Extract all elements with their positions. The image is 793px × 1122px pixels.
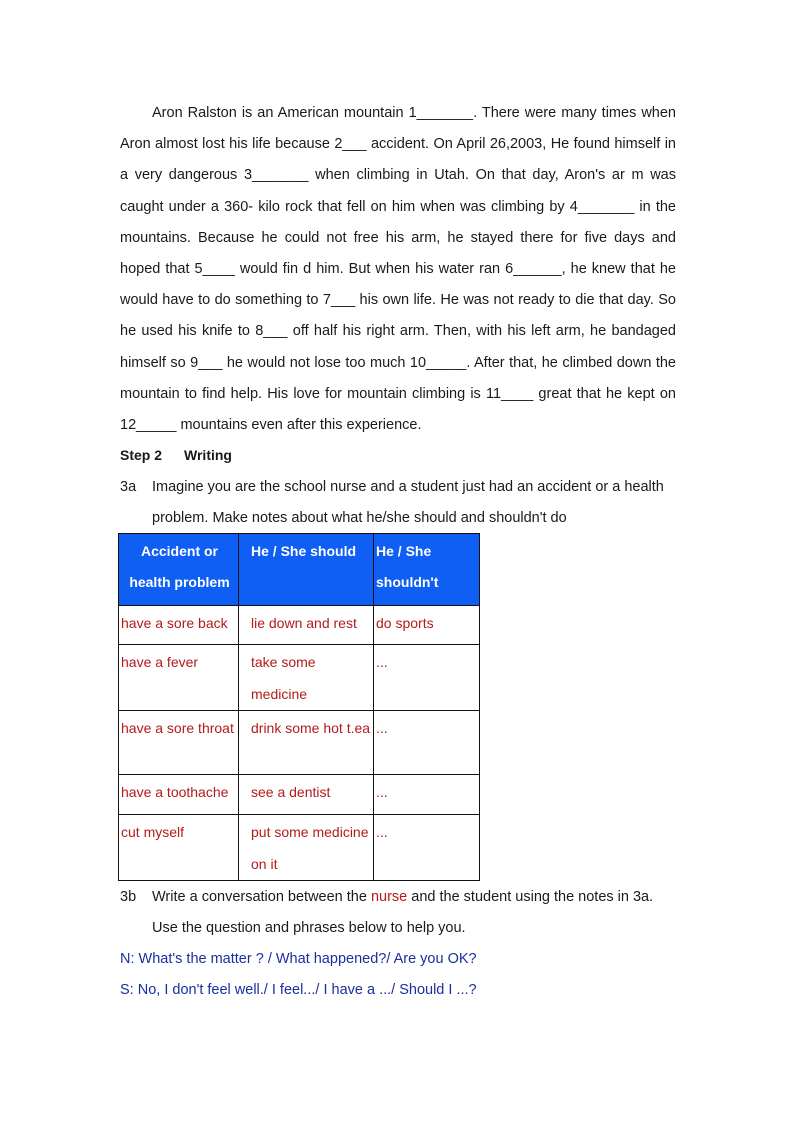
cell-accident: have a sore back	[119, 606, 239, 645]
cell-shouldnt: do sports	[374, 606, 480, 645]
task-3b-highlight: nurse	[370, 889, 408, 905]
table-row	[119, 606, 480, 645]
reading-passage	[120, 98, 676, 441]
cell-should: put some medicine on it	[239, 815, 374, 881]
table-row	[119, 711, 480, 775]
task-3a-text: Imagine you are the school nurse and a student just had an accident or a health problem. Make notes about what he/she should and shouldn't do	[152, 479, 664, 527]
table-row	[119, 775, 480, 815]
passage-text: Aron Ralston is an American mountain 1_______. There were many times when Aron almost lost his life because 2___ accident. On April 26,2003, He found himself in a very dangerous 3_______ when climbing in Utah. On that day, Aron's ar m was caught under a 360- kilo rock that fell on him when was climbing by 4_______ in the mountains. Because he could not free his arm, he stayed there for five days and hoped that 5____ would fin d him. But when his water ran 6______, he knew that he would have to do something to 7___ his own life. He was not ready to die that day. So he used his knife to 8___ off half his right arm. Then, with his left arm, he bandaged himself so 9___ he would not lose too much 10_____. After that, he climbed down the mountain to find help. His love for mountain climbing is 11____ great that he kept on 12_____ mountains even after this experience.	[120, 105, 676, 434]
step-label: Step 2	[120, 447, 163, 463]
cell-accident: have a fever	[119, 645, 239, 711]
dialog-student-line: S: No, I don't feel well./ I feel.../ I have a .../ Should I ...?	[120, 982, 477, 998]
task-3b-text-after: and the student using the notes in 3a. Use the question and phrases below to help you.	[152, 889, 654, 937]
cell-accident: cut myself	[119, 815, 239, 881]
table-row	[119, 645, 480, 711]
step-title: Writing	[184, 447, 232, 463]
cell-shouldnt: ...	[374, 645, 480, 711]
table-row	[119, 815, 480, 881]
header-accident: Accident or health problem	[119, 534, 239, 606]
task-3a	[120, 472, 680, 534]
cell-shouldnt: ...	[374, 775, 480, 815]
cell-accident: have a sore throat	[119, 711, 239, 775]
header-shouldnt: He / She shouldn't	[374, 534, 480, 606]
task-3b	[120, 882, 680, 944]
task-3b-number: 3b	[120, 889, 137, 905]
task-3b-text	[152, 882, 680, 944]
header-should: He / She should	[239, 534, 374, 606]
cell-should: take some medicine	[239, 645, 374, 711]
cell-shouldnt: ...	[374, 711, 480, 775]
table-header-row	[119, 534, 480, 606]
cell-should: drink some hot t.ea	[239, 711, 374, 775]
cell-shouldnt: ...	[374, 815, 480, 881]
cell-should: see a dentist	[239, 775, 374, 815]
step-heading	[120, 441, 232, 469]
notes-table	[118, 533, 480, 881]
task-3b-text-before: Write a conversation between the	[152, 889, 371, 905]
task-3a-number: 3a	[120, 479, 137, 495]
dialog-nurse-line: N: What's the matter ? / What happened?/ Are you OK?	[120, 951, 477, 967]
cell-should: lie down and rest	[239, 606, 374, 645]
cell-accident: have a toothache	[119, 775, 239, 815]
